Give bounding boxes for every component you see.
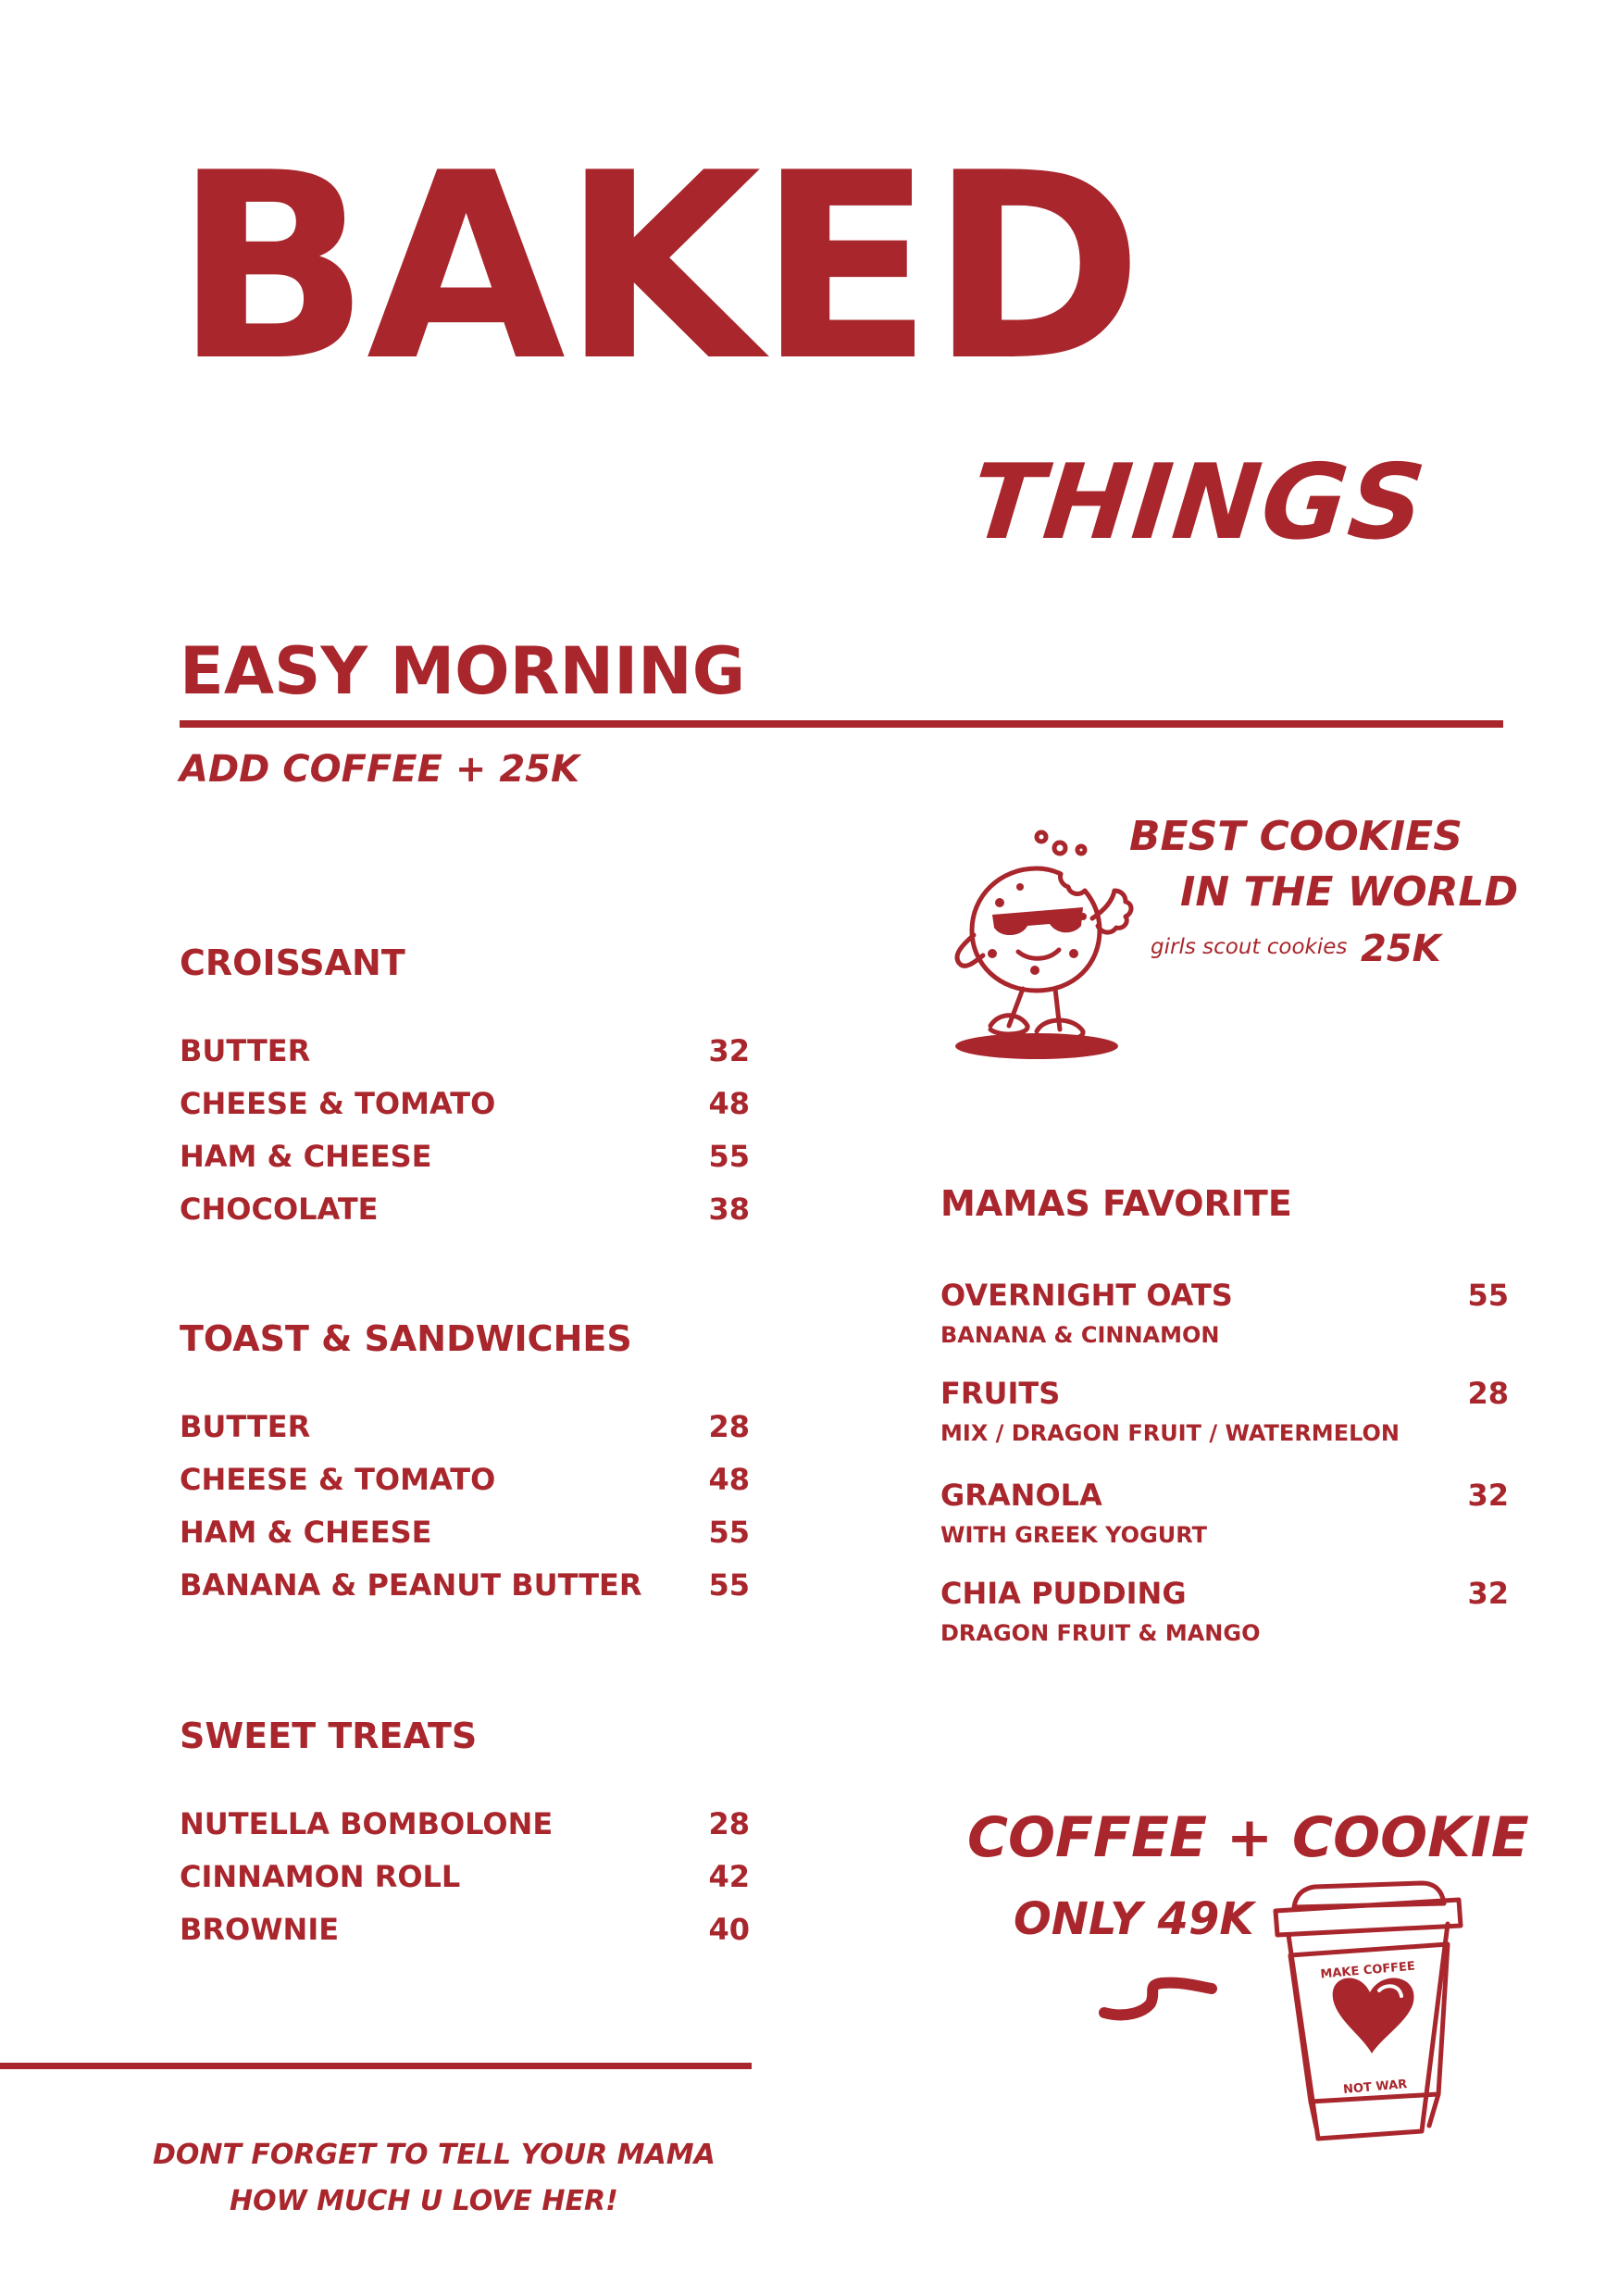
menu-item-price: 55 (708, 1567, 750, 1603)
menu-item-price: 28 (708, 1806, 750, 1841)
menu-item-name: CHOCOLATE (180, 1192, 379, 1227)
menu-item-name: CHEESE & TOMATO (180, 1462, 496, 1497)
menu-item-note: MIX / DRAGON FRUIT / WATERMELON (940, 1420, 1400, 1446)
addon-note: ADD COFFEE + 25K (180, 748, 579, 791)
promo-cookies-line1: BEST COOKIES (1129, 813, 1462, 860)
category-toast-title: TOAST & SANDWICHES (180, 1318, 632, 1359)
coffee-cup-icon (1266, 1879, 1470, 2148)
promo-cookies-line2: IN THE WORLD (1180, 868, 1519, 916)
menu-item-name: FRUITS (940, 1376, 1061, 1411)
cup-bottom-text: NOT WAR (1342, 2078, 1408, 2097)
menu-item-name: CINNAMON ROLL (180, 1859, 461, 1894)
category-sweet-title: SWEET TREATS (180, 1716, 478, 1756)
menu-item-name: HAM & CHEESE (180, 1515, 432, 1550)
menu-item-name: BUTTER (180, 1033, 311, 1068)
menu-item-name: BUTTER (180, 1409, 311, 1444)
menu-item-name: NUTELLA BOMBOLONE (180, 1806, 554, 1841)
menu-item-note: WITH GREEK YOGURT (940, 1522, 1208, 1548)
section-divider (180, 720, 1503, 728)
menu-item-name: GRANOLA (940, 1478, 1102, 1513)
menu-item-name: CHIA PUDDING (940, 1576, 1187, 1611)
menu-item-name: CHEESE & TOMATO (180, 1086, 496, 1121)
menu-subtitle: THINGS (965, 443, 1432, 563)
menu-item-name: HAM & CHEESE (180, 1139, 432, 1174)
menu-item-price: 38 (708, 1192, 750, 1227)
footer-divider (0, 2063, 752, 2069)
menu-item-price: 55 (708, 1515, 750, 1550)
cookie-mascot-icon (935, 815, 1148, 1065)
menu-item-price: 55 (1467, 1278, 1509, 1313)
menu-item-name: BANANA & PEANUT BUTTER (180, 1567, 642, 1603)
menu-item-price: 42 (708, 1859, 750, 1894)
section-title: EASY MORNING (180, 633, 746, 709)
menu-item-price: 48 (708, 1086, 750, 1121)
menu-item-name: BROWNIE (180, 1912, 340, 1947)
menu-item-price: 32 (708, 1033, 750, 1068)
menu-item-note: DRAGON FRUIT & MANGO (940, 1620, 1261, 1646)
category-mamas-title: MAMAS FAVORITE (940, 1183, 1292, 1224)
footer-line2: HOW MUCH U LOVE HER! (230, 2185, 618, 2217)
menu-item-price: 32 (1467, 1478, 1509, 1513)
menu-item-price: 32 (1467, 1576, 1509, 1611)
menu-title: BAKED (174, 118, 1140, 418)
menu-item-price: 28 (1467, 1376, 1509, 1411)
squiggle-arrow-icon (1097, 1972, 1217, 2028)
menu-item-price: 28 (708, 1409, 750, 1444)
cup-top-text: MAKE COFFEE (1319, 1959, 1416, 1982)
promo-cookies-price: 25K (1361, 928, 1441, 970)
menu-item-price: 40 (708, 1912, 750, 1947)
category-croissant-title: CROISSANT (180, 942, 405, 983)
promo-combo-price: ONLY 49K (1014, 1893, 1254, 1945)
menu-item-note: BANANA & CINNAMON (940, 1322, 1220, 1348)
promo-cookies-note: girls scout cookies (1151, 935, 1348, 959)
menu-item-price: 55 (708, 1139, 750, 1174)
footer-line1: DONT FORGET TO TELL YOUR MAMA (153, 2139, 716, 2171)
menu-item-name: OVERNIGHT OATS (940, 1278, 1233, 1313)
menu-item-price: 48 (708, 1462, 750, 1497)
promo-combo-title: COFFEE + COOKIE (967, 1805, 1529, 1870)
